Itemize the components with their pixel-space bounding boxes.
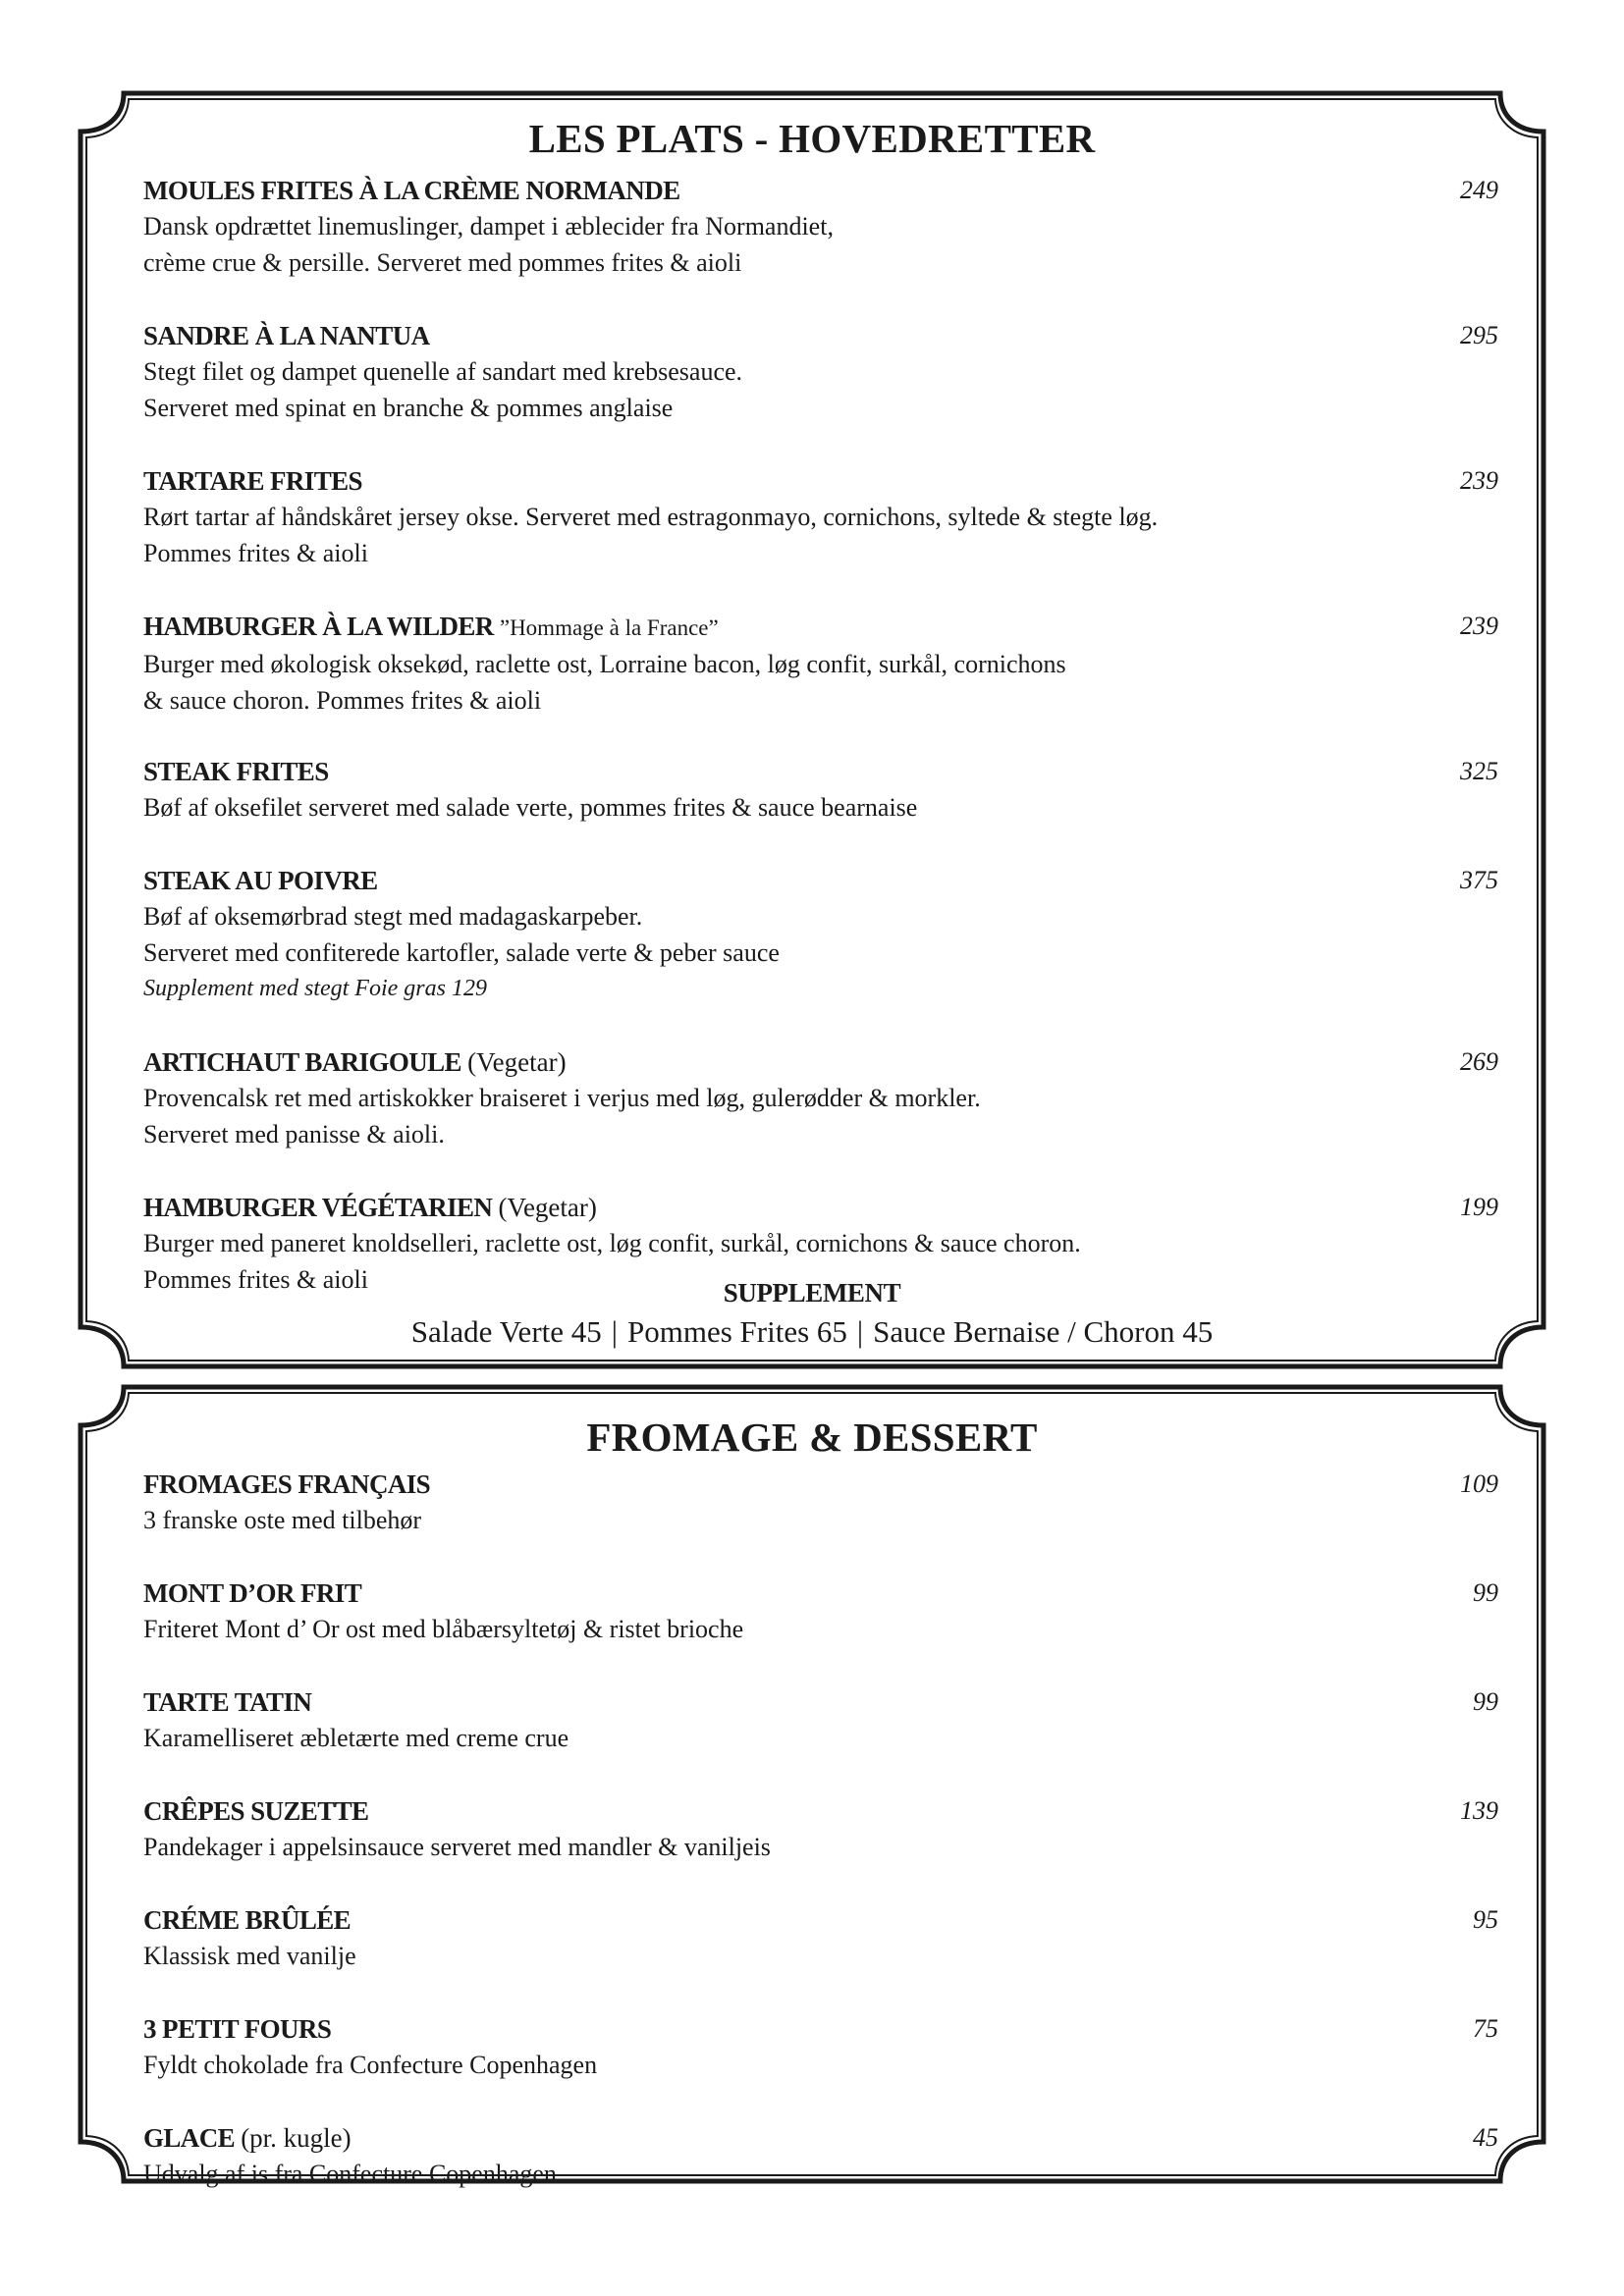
supplement-line xyxy=(0,1314,1624,1350)
menu-item-price: 239 xyxy=(1460,466,1498,495)
menu-item-price: 295 xyxy=(1460,321,1498,349)
menu-item-description-line: Burger med økologisk oksekød, raclette ost, Lorraine bacon, løg confit, surkål, cornichons xyxy=(143,650,1066,678)
menu-item-name-row xyxy=(143,1684,1498,1720)
menu-item xyxy=(143,754,1498,826)
menu-item-description xyxy=(143,1080,1498,1152)
supplement-separator: | xyxy=(856,1314,864,1349)
menu-item-description-line: Fyldt chokolade fra Confecture Copenhagen xyxy=(143,2051,598,2079)
menu-item-tag: (Vegetar) xyxy=(498,1193,597,1222)
menu-item xyxy=(143,1902,1498,1974)
menu-item-description xyxy=(143,789,1498,826)
menu-item-price: 199 xyxy=(1460,1193,1498,1221)
menu-item-description-line: Rørt tartar af håndskåret jersey okse. Serveret med estragonmayo, cornichons, syltede & stegte løg. xyxy=(143,503,1159,531)
menu-item xyxy=(143,609,1498,719)
supplement-item: Sauce Bernaise / Choron 45 xyxy=(873,1314,1214,1349)
menu-item-description xyxy=(143,2156,1498,2192)
menu-item-name-row xyxy=(143,173,1498,208)
menu-item-name-row xyxy=(143,1467,1498,1502)
menu-item-description-line: Karamelliseret æbletærte med creme crue xyxy=(143,1724,569,1752)
menu-item-price: 239 xyxy=(1460,612,1498,640)
menu-item-name-row xyxy=(143,1044,1498,1080)
supplement-item: Salade Verte 45 xyxy=(410,1314,602,1349)
menu-item xyxy=(143,1793,1498,1865)
menu-item-price: 99 xyxy=(1473,1578,1498,1607)
menu-item-description-line: Klassisk med vanilje xyxy=(143,1942,356,1970)
menu-item-name-row xyxy=(143,754,1498,789)
menu-item-description-line: Serveret med spinat en branche & pommes anglaise xyxy=(143,394,674,422)
menu-item-name: GLACE xyxy=(143,2123,236,2153)
menu-item-name-row xyxy=(143,609,1498,646)
menu-item-description xyxy=(143,1720,1498,1756)
menu-item-price: 45 xyxy=(1473,2123,1498,2152)
desserts-title: FROMAGE & DESSERT xyxy=(586,1415,1038,1460)
menu-item xyxy=(143,318,1498,426)
menu-item xyxy=(143,2120,1498,2192)
menu-item-name-row xyxy=(143,1190,1498,1225)
menu-item-description xyxy=(143,1829,1498,1865)
menu-item-name-row xyxy=(143,463,1498,499)
menu-item-description xyxy=(143,898,1498,1007)
menu-item-name: HAMBURGER À LA WILDER xyxy=(143,612,494,641)
menu-item-description xyxy=(143,353,1498,426)
menu-item-description-line: & sauce choron. Pommes frites & aioli xyxy=(143,686,542,715)
menu-item-description-line: Bøf af oksefilet serveret med salade verte, pommes frites & sauce bearnaise xyxy=(143,793,918,822)
menu-item xyxy=(143,173,1498,281)
menu-item xyxy=(143,463,1498,571)
menu-item-name: MOULES FRITES À LA CRÈME NORMANDE xyxy=(143,176,680,205)
menu-item-description xyxy=(143,1938,1498,1974)
menu-item-name: STEAK AU POIVRE xyxy=(143,866,378,895)
menu-item-description-line: Udvalg af is fra Confecture Copenhagen xyxy=(143,2160,557,2188)
menu-item-price: 375 xyxy=(1460,866,1498,894)
menu-item-name: TARTARE FRITES xyxy=(143,466,362,496)
menu-item-description xyxy=(143,499,1498,571)
menu-item-name: ARTICHAUT BARIGOULE xyxy=(143,1047,461,1077)
menu-item-name: STEAK FRITES xyxy=(143,757,329,786)
menu-item-description-line: Stegt filet og dampet quenelle af sandart med krebsesauce. xyxy=(143,357,743,386)
menu-item-name-row xyxy=(143,1575,1498,1611)
menu-item-price: 99 xyxy=(1473,1687,1498,1716)
menu-item-tag: (pr. kugle) xyxy=(241,2123,352,2153)
menu-item-description-line: Pandekager i appelsinsauce serveret med mandler & vaniljeis xyxy=(143,1833,771,1861)
menu-item xyxy=(143,1467,1498,1538)
menu-item-price: 139 xyxy=(1460,1796,1498,1825)
menu-item-name-row xyxy=(143,863,1498,898)
menu-item-name: FROMAGES FRANÇAIS xyxy=(143,1469,431,1499)
menu-item-name: HAMBURGER VÉGÉTARIEN xyxy=(143,1193,493,1222)
menu-item-price: 249 xyxy=(1460,176,1498,204)
menu-item-description-line: Provencalsk ret med artiskokker braiseret i verjus med løg, gulerødder & morkler. xyxy=(143,1084,981,1112)
menu-item-description-line: Bøf af oksemørbrad stegt med madagaskarpeber. xyxy=(143,902,643,931)
main-courses-title: LES PLATS - HOVEDRETTER xyxy=(528,116,1096,161)
menu-item-price: 95 xyxy=(1473,1905,1498,1934)
menu-item-description-line: Pommes frites & aioli xyxy=(143,539,368,567)
menu-item-name-row xyxy=(143,2120,1498,2156)
menu-item-description xyxy=(143,1502,1498,1538)
menu-item xyxy=(143,1575,1498,1647)
menu-item-supplement-note: Supplement med stegt Foie gras 129 xyxy=(143,976,487,1001)
menu-item-subtitle: ”Hommage à la France” xyxy=(499,615,719,640)
menu-item-description-line: crème crue & persille. Serveret med pommes frites & aioli xyxy=(143,248,742,277)
menu-item-name: CRÉME BRÛLÉE xyxy=(143,1905,352,1935)
menu-item-description xyxy=(143,2047,1498,2083)
supplement-title: SUPPLEMENT xyxy=(723,1278,901,1308)
menu-item-description-line: Pommes frites & aioli xyxy=(143,1265,368,1294)
supplement-separator: | xyxy=(611,1314,618,1349)
menu-item-description-line: Serveret med confiterede kartofler, salade verte & peber sauce xyxy=(143,938,780,967)
menu-item-name-row xyxy=(143,1902,1498,1938)
menu-item-name: SANDRE À LA NANTUA xyxy=(143,321,430,350)
menu-item xyxy=(143,2011,1498,2083)
menu-item-name: 3 PETIT FOURS xyxy=(143,2014,332,2044)
menu-item xyxy=(143,863,1498,1007)
menu-item-name-row xyxy=(143,2011,1498,2047)
menu-item-name-row xyxy=(143,318,1498,353)
menu-item-price: 325 xyxy=(1460,757,1498,785)
menu-item-price: 109 xyxy=(1460,1469,1498,1498)
menu-item-name: CRÊPES SUZETTE xyxy=(143,1796,369,1826)
menu-item xyxy=(143,1684,1498,1756)
menu-item-name: MONT D’OR FRIT xyxy=(143,1578,362,1608)
menu-item-price: 269 xyxy=(1460,1047,1498,1076)
supplement-item: Pommes Frites 65 xyxy=(626,1314,847,1349)
menu-item-description-line: Friteret Mont d’ Or ost med blåbærsyltetøj & ristet brioche xyxy=(143,1615,744,1643)
menu-item-tag: (Vegetar) xyxy=(467,1047,567,1077)
menu-item-description-line: Serveret med panisse & aioli. xyxy=(143,1120,445,1148)
menu-item-name: TARTE TATIN xyxy=(143,1687,312,1717)
menu-item-description-line: Dansk opdrættet linemuslinger, dampet i æblecider fra Normandiet, xyxy=(143,212,834,240)
menu-item-description-line: 3 franske oste med tilbehør xyxy=(143,1506,422,1534)
menu-item xyxy=(143,1044,1498,1152)
menu-item-description xyxy=(143,208,1498,281)
menu-item-description xyxy=(143,1611,1498,1647)
menu-item-description xyxy=(143,646,1498,719)
menu-item-description-line: Burger med paneret knoldselleri, raclette ost, løg confit, surkål, cornichons & sauce choron. xyxy=(143,1229,1081,1257)
menu-item-price: 75 xyxy=(1473,2014,1498,2043)
menu-item-name-row xyxy=(143,1793,1498,1829)
